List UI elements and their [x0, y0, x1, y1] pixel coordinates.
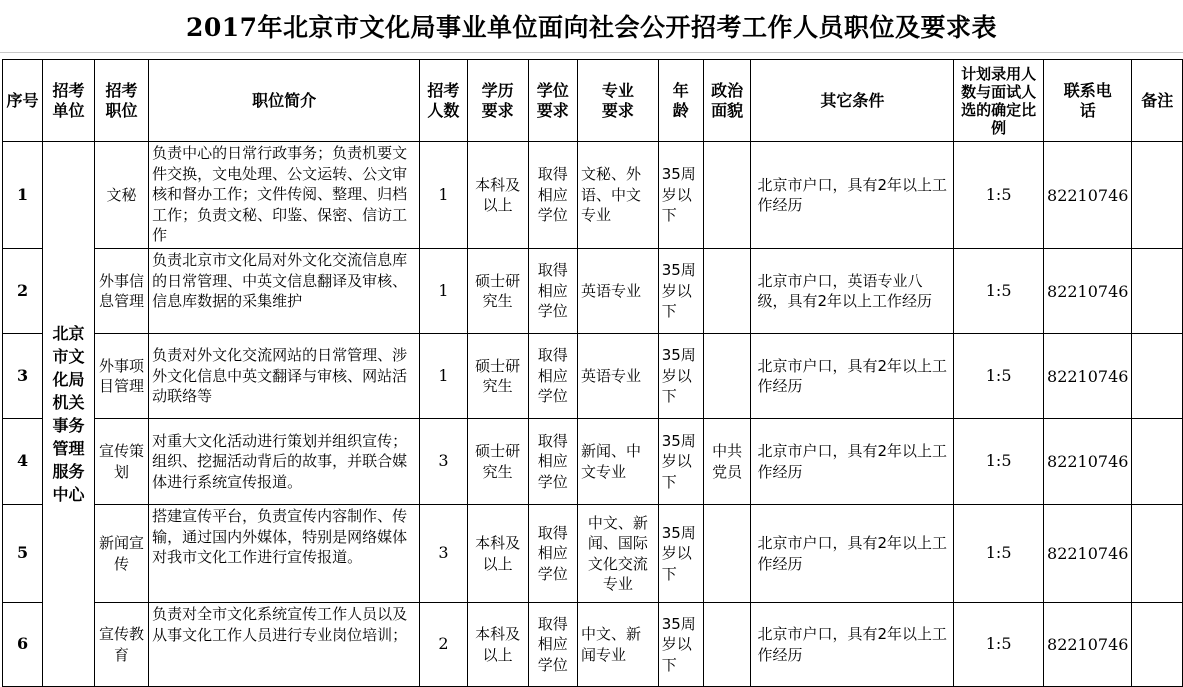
row-phone: 82210746 — [1044, 142, 1132, 249]
row-major: 英语专业 — [578, 249, 659, 334]
row-intro: 负责对全市文化系统宣传工作人员以及从事文化工作人员进行专业岗位培训； — [149, 603, 420, 687]
row-degree: 取得相应学位 — [528, 419, 577, 505]
row-phone: 82210746 — [1044, 505, 1132, 603]
row-position: 新闻宣传 — [94, 505, 148, 603]
row-intro: 负责对外文化交流网站的日常管理、涉外文化信息中英文翻译与审核、网站活动联络等 — [149, 334, 420, 419]
table-row — [3, 142, 1183, 249]
row-age: 35周岁以下 — [658, 334, 703, 419]
header-education: 学历要求 — [467, 60, 528, 142]
page-title: 2017年北京市文化局事业单位面向社会公开招考工作人员职位及要求表 — [185, 13, 998, 42]
row-other: 北京市户口，英语专业八级，具有2年以上工作经历 — [751, 249, 954, 334]
row-other: 北京市户口，具有2年以上工作经历 — [751, 603, 954, 687]
header-political: 政治面貌 — [703, 60, 751, 142]
row-count: 1 — [420, 334, 468, 419]
row-political — [703, 603, 751, 687]
row-seq: 6 — [3, 603, 43, 687]
header-count: 招考人数 — [420, 60, 468, 142]
row-remark — [1132, 334, 1183, 419]
row-age: 35周岁以下 — [658, 249, 703, 334]
row-ratio: 1:5 — [954, 505, 1044, 603]
row-degree: 取得相应学位 — [528, 142, 577, 249]
row-other: 北京市户口，具有2年以上工作经历 — [751, 419, 954, 505]
row-other: 北京市户口，具有2年以上工作经历 — [751, 505, 954, 603]
row-education: 本科及以上 — [467, 142, 528, 249]
row-seq: 5 — [3, 505, 43, 603]
header-age: 年龄 — [658, 60, 703, 142]
row-age: 35周岁以下 — [658, 603, 703, 687]
row-remark — [1132, 603, 1183, 687]
header-row — [3, 60, 1183, 142]
row-phone: 82210746 — [1044, 603, 1132, 687]
header-other: 其它条件 — [751, 60, 954, 142]
row-ratio: 1:5 — [954, 249, 1044, 334]
table-row — [3, 249, 1183, 334]
row-degree: 取得相应学位 — [528, 249, 577, 334]
header-seq: 序号 — [3, 60, 43, 142]
row-phone: 82210746 — [1044, 249, 1132, 334]
row-major: 中文、新闻专业 — [578, 603, 659, 687]
row-age: 35周岁以下 — [658, 142, 703, 249]
row-seq: 3 — [3, 334, 43, 419]
row-seq: 4 — [3, 419, 43, 505]
row-degree: 取得相应学位 — [528, 334, 577, 419]
row-remark — [1132, 249, 1183, 334]
header-major: 专业要求 — [578, 60, 659, 142]
header-degree: 学位要求 — [528, 60, 577, 142]
row-degree: 取得相应学位 — [528, 505, 577, 603]
row-intro: 搭建宣传平台，负责宣传内容制作、传输，通过国内外媒体，特别是网络媒体对我市文化工作进行宣传报道。 — [149, 505, 420, 603]
row-major: 文秘、外语、中文专业 — [578, 142, 659, 249]
row-count: 1 — [420, 249, 468, 334]
row-count: 3 — [420, 419, 468, 505]
row-count: 2 — [420, 603, 468, 687]
row-education: 硕士研究生 — [467, 419, 528, 505]
row-phone: 82210746 — [1044, 334, 1132, 419]
row-major: 新闻、中文专业 — [578, 419, 659, 505]
title-divider — [0, 52, 1183, 53]
header-ratio: 计划录用人数与面试人选的确定比例 — [954, 60, 1044, 142]
row-ratio: 1:5 — [954, 603, 1044, 687]
row-degree: 取得相应学位 — [528, 603, 577, 687]
header-position: 招考职位 — [94, 60, 148, 142]
header-unit: 招考单位 — [43, 60, 95, 142]
header-remark: 备注 — [1132, 60, 1183, 142]
row-education: 硕士研究生 — [467, 334, 528, 419]
row-ratio: 1:5 — [954, 419, 1044, 505]
row-education: 本科及以上 — [467, 505, 528, 603]
row-major: 中文、新闻、国际文化交流专业 — [578, 505, 659, 603]
row-seq: 1 — [3, 142, 43, 249]
row-political — [703, 505, 751, 603]
row-ratio: 1:5 — [954, 142, 1044, 249]
row-intro: 负责北京市文化局对外文化交流信息库的日常管理、中英文信息翻译及审核、信息库数据的采集维护 — [149, 249, 420, 334]
row-other: 北京市户口，具有2年以上工作经历 — [751, 334, 954, 419]
recruiting-unit: 北京市文化局机关事务管理服务中心 — [43, 142, 95, 687]
row-seq: 2 — [3, 249, 43, 334]
row-phone: 82210746 — [1044, 419, 1132, 505]
table-row — [3, 334, 1183, 419]
row-other: 北京市户口，具有2年以上工作经历 — [751, 142, 954, 249]
row-position: 宣传教育 — [94, 603, 148, 687]
row-major: 英语专业 — [578, 334, 659, 419]
row-position: 外事项目管理 — [94, 334, 148, 419]
positions-table — [2, 59, 1183, 687]
row-position: 文秘 — [94, 142, 148, 249]
row-count: 3 — [420, 505, 468, 603]
row-political — [703, 249, 751, 334]
row-remark — [1132, 505, 1183, 603]
row-remark — [1132, 142, 1183, 249]
row-political — [703, 334, 751, 419]
row-political: 中共党员 — [703, 419, 751, 505]
row-age: 35周岁以下 — [658, 505, 703, 603]
row-intro: 对重大文化活动进行策划并组织宣传；组织、挖掘活动背后的故事，并联合媒体进行系统宣传报道。 — [149, 419, 420, 505]
table-row — [3, 505, 1183, 603]
row-intro: 负责中心的日常行政事务；负责机要文件交换，文电处理、公文运转、公文审核和督办工作；文件传阅、整理、归档工作；负责文秘、印鉴、保密、信访工作 — [149, 142, 420, 249]
table-row — [3, 419, 1183, 505]
row-remark — [1132, 419, 1183, 505]
row-position: 宣传策划 — [94, 419, 148, 505]
row-education: 本科及以上 — [467, 603, 528, 687]
row-age: 35周岁以下 — [658, 419, 703, 505]
row-count: 1 — [420, 142, 468, 249]
row-political — [703, 142, 751, 249]
row-ratio: 1:5 — [954, 334, 1044, 419]
row-position: 外事信息管理 — [94, 249, 148, 334]
row-education: 硕士研究生 — [467, 249, 528, 334]
table-row — [3, 603, 1183, 687]
header-intro: 职位简介 — [149, 60, 420, 142]
header-phone: 联系电话 — [1044, 60, 1132, 142]
